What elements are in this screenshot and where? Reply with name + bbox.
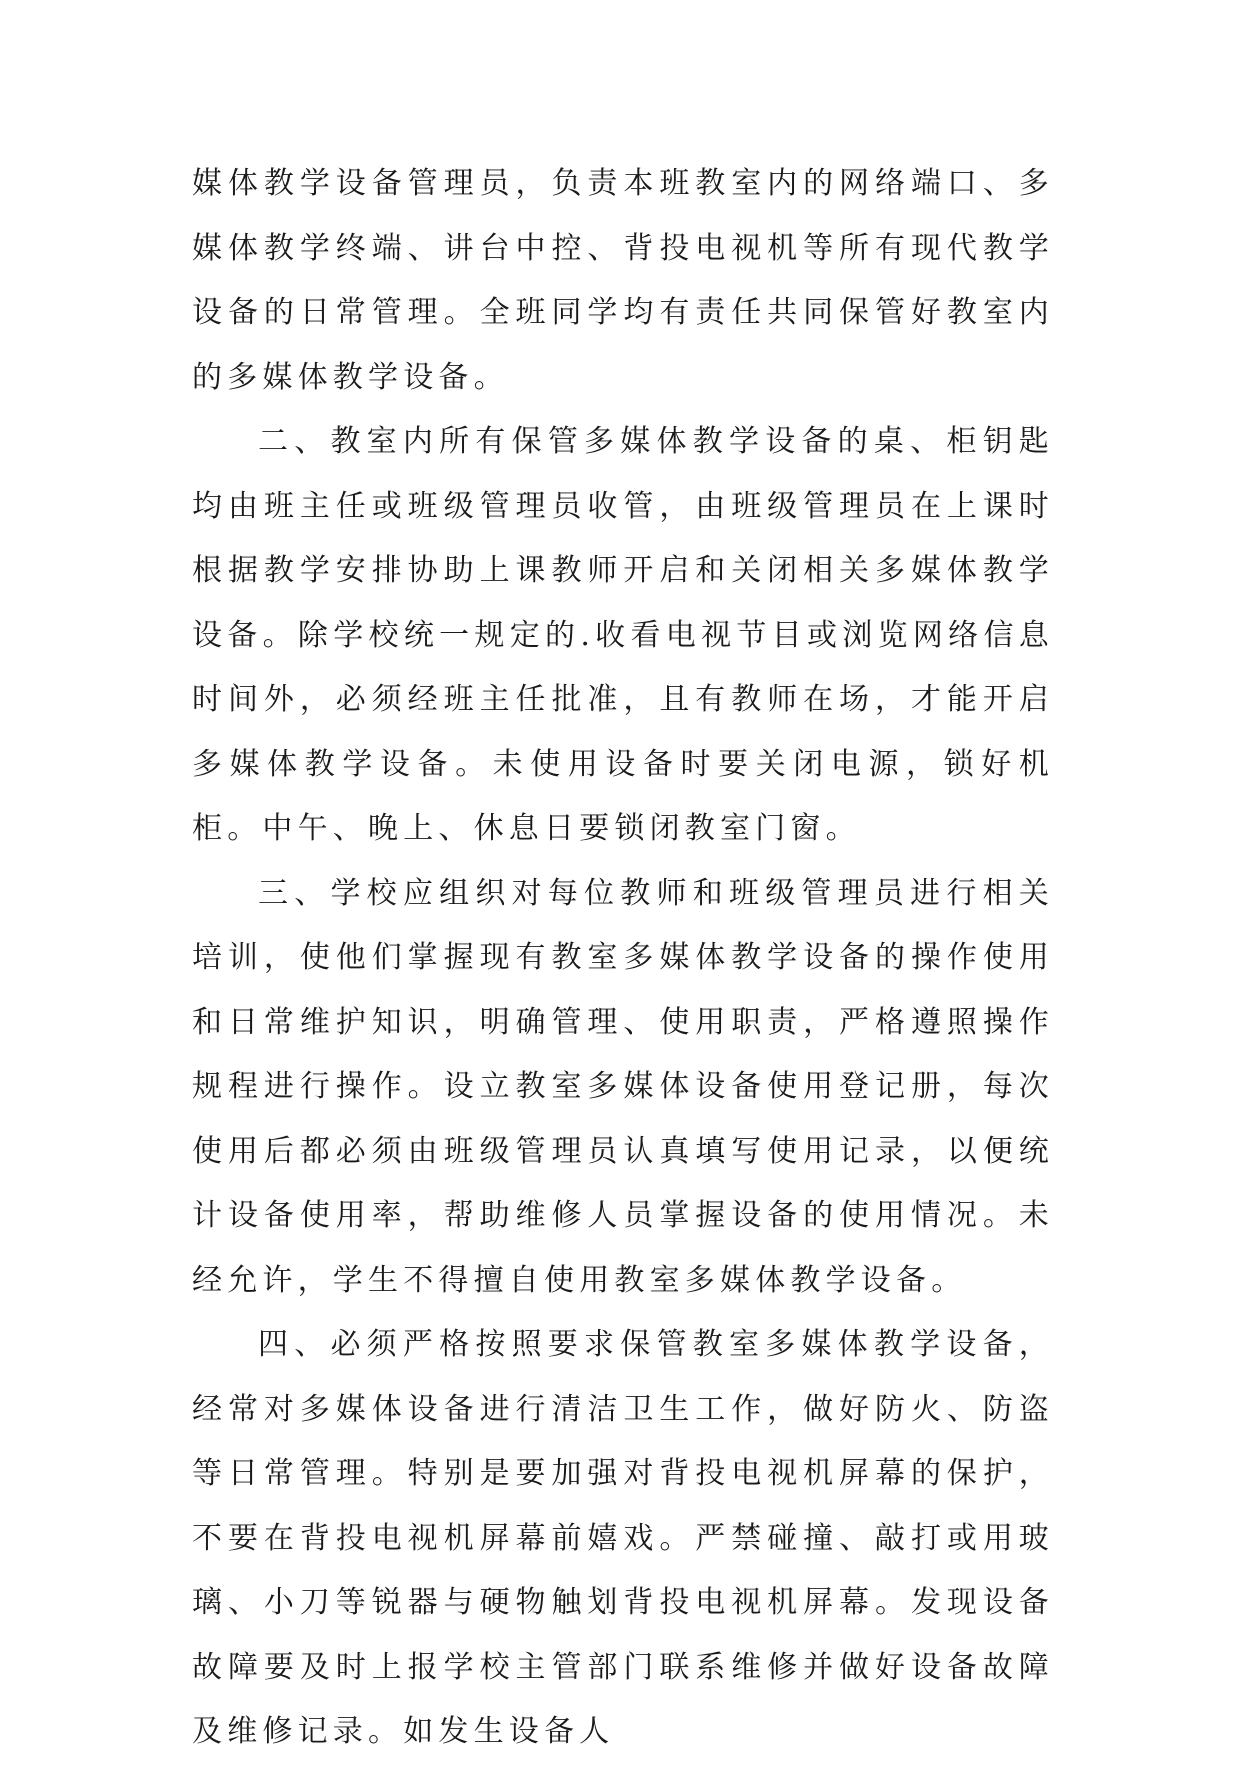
document-page bbox=[192, 152, 1054, 1765]
paragraph-section-4: 四、必须严格按照要求保管教室多媒体教学设备，经常对多媒体设备进行清洁卫生工作，做好防火、防盗等日常管理。特别是要加强对背投电视机屏幕的保护，不要在背投电视机屏幕前嬉戏。严禁碰撞、敲打或用玻璃、小刀等锐器与硬物触划背投电视机屏幕。发现设备故障要及时上报学校主管部门联系维修并做好设备故障及维修记录。如发生设备人 bbox=[192, 1327, 1054, 1749]
paragraph-continued: 媒体教学设备管理员，负责本班教室内的网络端口、多媒体教学终端、讲台中控、背投电视机等所有现代教学设备的日常管理。全班同学均有责任共同保管好教室内的多媒体教学设备。 bbox=[192, 166, 1054, 395]
paragraph-section-3: 三、学校应组织对每位教师和班级管理员进行相关培训，使他们掌握现有教室多媒体教学设备的操作使用和日常维护知识，明确管理、使用职责，严格遵照操作规程进行操作。设立教室多媒体设备使用登记册，每次使用后都必须由班级管理员认真填写使用记录，以便统计设备使用率，帮助维修人员掌握设备的使用情况。未经允许，学生不得擅自使用教室多媒体教学设备。 bbox=[192, 875, 1054, 1298]
paragraph-section-2: 二、教室内所有保管多媒体教学设备的桌、柜钥匙均由班主任或班级管理员收管，由班级管理员在上课时根据教学安排协助上课教师开启和关闭相关多媒体教学设备。除学校统一规定的.收看电视节目或浏览网络信息时间外，必须经班主任批准，且有教师在场，才能开启多媒体教学设备。未使用设备时要关闭电源，锁好机柜。中午、晚上、休息日要锁闭教室门窗。 bbox=[192, 424, 1054, 846]
